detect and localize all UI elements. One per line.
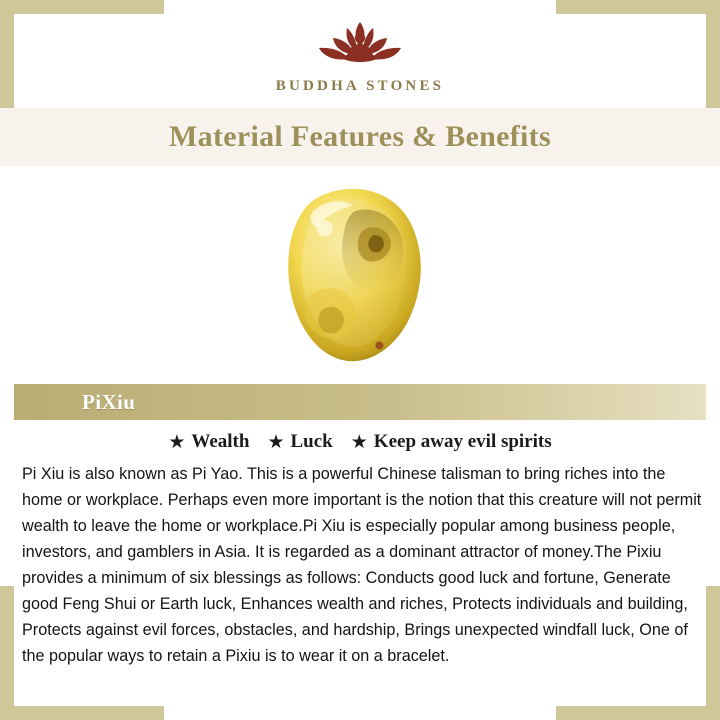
benefit-item: [351, 431, 552, 453]
benefit-item: [168, 431, 249, 453]
brand-logo: [0, 14, 720, 106]
benefit-label: Luck: [290, 431, 333, 452]
star-icon: ★: [267, 431, 285, 453]
title-banner: [0, 108, 720, 166]
brand-name: BUDDHA STONES: [275, 78, 445, 94]
benefits-row: [14, 424, 706, 460]
product-label: PiXiu: [82, 389, 136, 414]
product-label-bar: [14, 384, 706, 420]
star-icon: ★: [168, 431, 186, 453]
product-image-area: [14, 170, 706, 382]
page-title: Material Features & Benefits: [169, 120, 551, 153]
benefit-label: Wealth: [191, 431, 250, 452]
description-text: Pi Xiu is also known as Pi Yao. This is a powerful Chinese talisman to bring riches into the home or workplace. Perhaps even more important is the notion that this creature will not permit wealth to leave the home or workplace.Pi Xiu is especially popular among business people, investors, and gamblers in Asia. It is regarded as a dominant attractor of money.The Pixiu provides a minimum of six blessings as follows: Conducts good luck and fortune, Generate good Feng Shui or Earth luck, Enhances wealth and riches, Protects individuals and building, Protects against evil forces, obstacles, and hardship, Brings unexpected windfall luck, One of the popular ways to retain a Pixiu is to wear it on a bracelet.: [22, 465, 702, 665]
lotus-meditation-icon: [285, 14, 435, 76]
benefit-label: Keep away evil spirits: [373, 431, 552, 452]
star-icon: ★: [350, 431, 368, 453]
benefit-item: [267, 431, 332, 453]
